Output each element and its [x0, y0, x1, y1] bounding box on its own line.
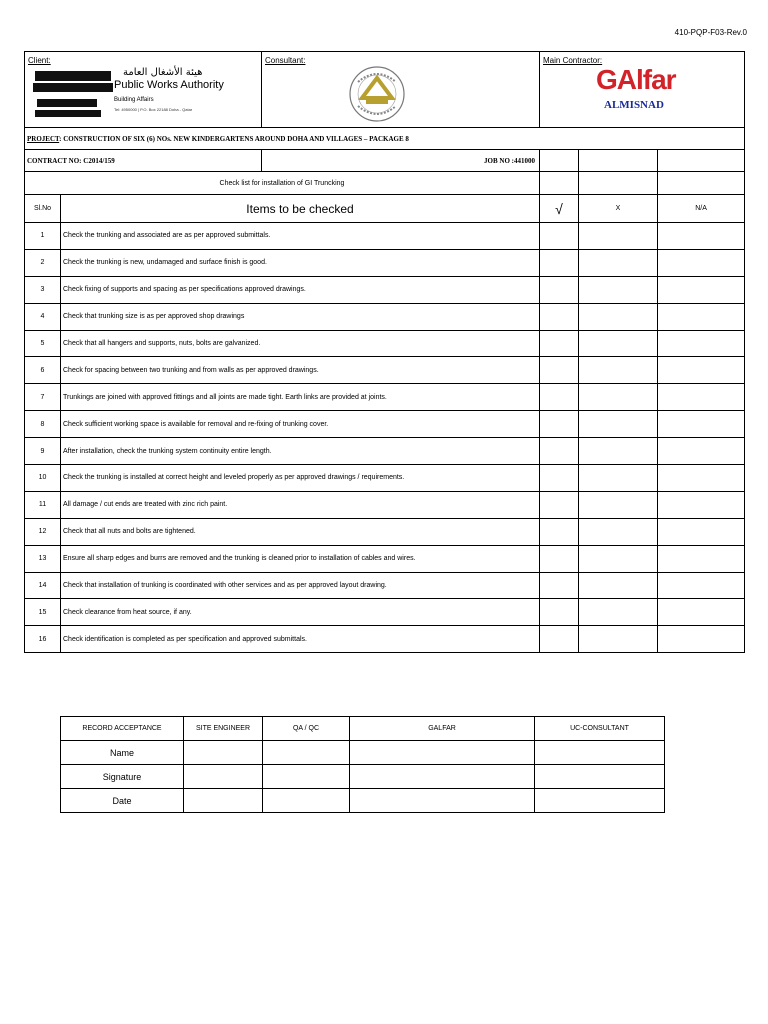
col-header-cross: X	[579, 195, 658, 223]
checklist-title: Check list for installation of GI Truncking	[25, 172, 540, 195]
check-box[interactable]	[540, 249, 579, 276]
consultant-label: Consultant:	[265, 56, 306, 65]
item-number: 15	[25, 599, 61, 626]
checklist-row	[25, 330, 745, 357]
na-box[interactable]	[658, 330, 745, 357]
item-text: Check that all hangers and supports, nuts, bolts are galvanized.	[61, 330, 540, 357]
checklist-row	[25, 303, 745, 330]
checklist-row	[25, 465, 745, 492]
item-text: Check sufficient working space is available for removal and re-fixing of trunking cover.	[61, 411, 540, 438]
item-text: Check identification is completed as per specification and approved submittals.	[61, 626, 540, 653]
check-box[interactable]	[540, 599, 579, 626]
signature-field[interactable]	[350, 789, 535, 813]
checklist-row	[25, 223, 745, 250]
cross-box[interactable]	[579, 223, 658, 250]
cross-box[interactable]	[579, 572, 658, 599]
check-box[interactable]	[540, 276, 579, 303]
pwa-department: Building Affairs	[114, 97, 154, 103]
checklist-table	[24, 51, 745, 653]
check-box[interactable]	[540, 411, 579, 438]
contract-number: CONTRACT NO: C2014/159	[25, 150, 262, 172]
item-text: Check clearance from heat source, if any.	[61, 599, 540, 626]
item-text: Check the trunking is new, undamaged and surface finish is good.	[61, 249, 540, 276]
col-header-check: √	[540, 195, 579, 223]
na-box[interactable]	[658, 572, 745, 599]
signature-field[interactable]	[350, 765, 535, 789]
cross-box[interactable]	[579, 303, 658, 330]
signature-field[interactable]	[263, 789, 350, 813]
acceptance-header: GALFAR	[350, 717, 535, 741]
signature-field[interactable]	[535, 741, 665, 765]
check-box[interactable]	[540, 465, 579, 492]
na-box[interactable]	[658, 438, 745, 465]
signature-row-label: Signature	[61, 765, 184, 789]
cross-box[interactable]	[579, 626, 658, 653]
item-text: Check that installation of trunking is coordinated with other services and as per approved layout drawing.	[61, 572, 540, 599]
na-box[interactable]	[658, 545, 745, 572]
col-header-items: Items to be checked	[61, 195, 540, 223]
check-box[interactable]	[540, 330, 579, 357]
acceptance-header: QA / QC	[263, 717, 350, 741]
item-number: 13	[25, 545, 61, 572]
check-box[interactable]	[540, 303, 579, 330]
checklist-row	[25, 518, 745, 545]
item-number: 11	[25, 491, 61, 518]
acceptance-header: SITE ENGINEER	[184, 717, 263, 741]
na-box[interactable]	[658, 626, 745, 653]
pwa-arabic-name: هيئة الأشغال العامة	[123, 67, 203, 78]
item-text: Check that trunking size is as per approved shop drawings	[61, 303, 540, 330]
signature-field[interactable]	[184, 765, 263, 789]
checklist-row	[25, 276, 745, 303]
na-box[interactable]	[658, 276, 745, 303]
item-text: Ensure all sharp edges and burrs are removed and the trunking is cleaned prior to installation of cables and wires.	[61, 545, 540, 572]
col-header-na: N/A	[658, 195, 745, 223]
item-text: Check the trunking is installed at correct height and leveled properly as per approved drawings / requirements.	[61, 465, 540, 492]
cross-box[interactable]	[579, 465, 658, 492]
item-number: 5	[25, 330, 61, 357]
contract-blank-check	[540, 150, 579, 172]
item-text: Check fixing of supports and spacing as per specifications approved drawings.	[61, 276, 540, 303]
consultant-cell	[262, 52, 540, 128]
contractor-cell	[540, 52, 745, 128]
checklist-row	[25, 545, 745, 572]
check-box[interactable]	[540, 572, 579, 599]
cross-box[interactable]	[579, 249, 658, 276]
check-box[interactable]	[540, 438, 579, 465]
cross-box[interactable]	[579, 384, 658, 411]
na-box[interactable]	[658, 411, 745, 438]
signature-field[interactable]	[350, 741, 535, 765]
item-number: 9	[25, 438, 61, 465]
pwa-name: Public Works Authority	[114, 79, 224, 91]
checklist-row	[25, 357, 745, 384]
na-box[interactable]	[658, 249, 745, 276]
item-number: 7	[25, 384, 61, 411]
checklist-row	[25, 249, 745, 276]
cross-box[interactable]	[579, 330, 658, 357]
acceptance-header: UC-CONSULTANT	[535, 717, 665, 741]
contractor-label: Main Contractor:	[543, 56, 603, 65]
galfar-logo: GAlfar	[596, 64, 676, 95]
project-cell	[25, 128, 745, 150]
na-box[interactable]	[658, 357, 745, 384]
project-label: PROJECT	[27, 134, 60, 143]
public-works-authority-logo	[33, 66, 262, 126]
document-reference: 410-PQP-F03-Rev.0	[674, 28, 747, 37]
project-text: : CONSTRUCTION OF SIX (6) NOs. NEW KINDERGARTENS AROUND DOHA AND VILLAGES – PACKAGE 8	[59, 134, 409, 143]
checklist-row	[25, 626, 745, 653]
cross-box[interactable]	[579, 545, 658, 572]
check-box[interactable]	[540, 223, 579, 250]
item-number: 12	[25, 518, 61, 545]
item-text: All damage / cut ends are treated with zinc rich paint.	[61, 491, 540, 518]
cross-box[interactable]	[579, 518, 658, 545]
title-blank-na	[658, 172, 745, 195]
checklist-row	[25, 599, 745, 626]
signature-field[interactable]	[184, 789, 263, 813]
client-label: Client:	[28, 56, 51, 65]
check-box[interactable]	[540, 545, 579, 572]
signature-field[interactable]	[263, 741, 350, 765]
check-box[interactable]	[540, 491, 579, 518]
na-box[interactable]	[658, 491, 745, 518]
item-number: 14	[25, 572, 61, 599]
united-consultants-logo	[344, 64, 410, 124]
contract-blank-cross	[579, 150, 658, 172]
signature-field[interactable]	[184, 741, 263, 765]
acceptance-header: RECORD ACCEPTANCE	[61, 717, 184, 741]
checklist-row	[25, 491, 745, 518]
na-box[interactable]	[658, 465, 745, 492]
item-number: 10	[25, 465, 61, 492]
na-box[interactable]	[658, 599, 745, 626]
item-number: 6	[25, 357, 61, 384]
item-text: Check the trunking and associated are as per approved submittals.	[61, 223, 540, 250]
item-number: 8	[25, 411, 61, 438]
date-row-label: Date	[61, 789, 184, 813]
record-acceptance-table	[60, 716, 665, 813]
na-box[interactable]	[658, 518, 745, 545]
signature-field[interactable]	[263, 765, 350, 789]
cross-box[interactable]	[579, 599, 658, 626]
title-blank-cross	[579, 172, 658, 195]
signature-field[interactable]	[535, 789, 665, 813]
na-box[interactable]	[658, 223, 745, 250]
item-text: Trunkings are joined with approved fittings and all joints are made tight. Earth links are provided at joints.	[61, 384, 540, 411]
name-row-label: Name	[61, 741, 184, 765]
item-number: 4	[25, 303, 61, 330]
item-text: Check for spacing between two trunking and from walls as per approved drawings.	[61, 357, 540, 384]
item-text: Check that all nuts and bolts are tightened.	[61, 518, 540, 545]
client-cell	[25, 52, 262, 128]
pwa-contact: Tel: 4950000 | P.O. Box 22188 Doha - Qatar	[114, 107, 193, 112]
na-box[interactable]	[658, 303, 745, 330]
check-box[interactable]	[540, 626, 579, 653]
checklist-row	[25, 572, 745, 599]
item-text: After installation, check the trunking system continuity entire length.	[61, 438, 540, 465]
checklist-row	[25, 384, 745, 411]
check-box[interactable]	[540, 518, 579, 545]
almisnad-logo: ALMISNAD	[604, 99, 664, 111]
cross-box[interactable]	[579, 276, 658, 303]
col-header-sl: Sl.No	[25, 195, 61, 223]
cross-box[interactable]	[579, 438, 658, 465]
checklist-row	[25, 438, 745, 465]
check-box[interactable]	[540, 357, 579, 384]
cross-box[interactable]	[579, 491, 658, 518]
item-number: 1	[25, 223, 61, 250]
item-number: 16	[25, 626, 61, 653]
cross-box[interactable]	[579, 357, 658, 384]
item-number: 2	[25, 249, 61, 276]
job-number: JOB NO :441000	[262, 150, 540, 172]
contract-blank-na	[658, 150, 745, 172]
check-box[interactable]	[540, 384, 579, 411]
item-number: 3	[25, 276, 61, 303]
title-blank-check	[540, 172, 579, 195]
signature-field[interactable]	[535, 765, 665, 789]
na-box[interactable]	[658, 384, 745, 411]
checklist-row	[25, 411, 745, 438]
cross-box[interactable]	[579, 411, 658, 438]
